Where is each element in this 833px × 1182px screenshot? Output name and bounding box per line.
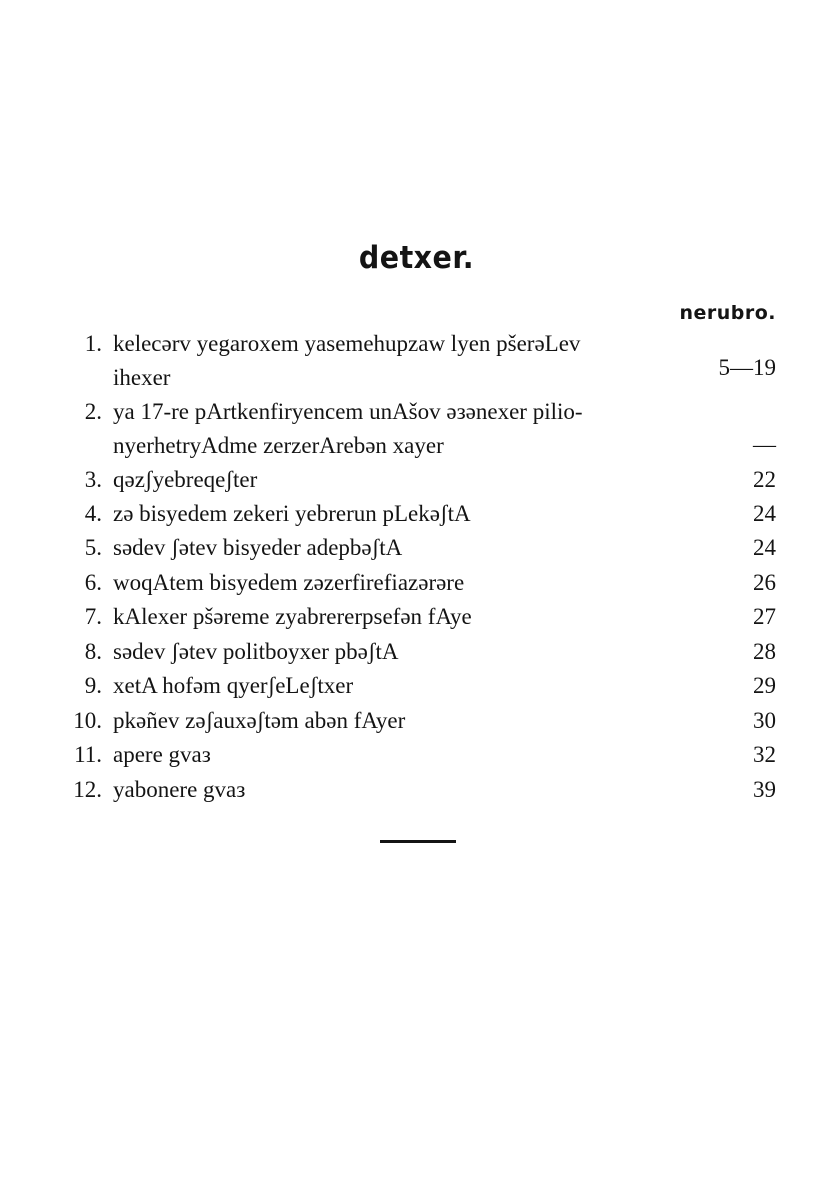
toc-item-number: 6.	[84, 570, 102, 595]
toc-item	[0, 327, 833, 395]
toc-item	[0, 497, 833, 531]
toc-item-page: 24	[753, 501, 776, 526]
end-divider-rule	[380, 840, 456, 843]
toc-item-page: 29	[753, 673, 776, 698]
toc-item	[0, 738, 833, 773]
toc-item-page: —	[753, 432, 776, 457]
toc-item-title: qəzʃyebreqeʃter	[113, 467, 258, 492]
toc-item-number: 10.	[73, 708, 102, 733]
toc-item	[0, 566, 833, 600]
toc-item	[0, 463, 833, 497]
toc-item-title: sədev ʃətev politboyxer pbəʃtA	[113, 639, 399, 664]
toc-item-title: pkəñev zəʃauxəʃtəm abən fAyer	[113, 708, 406, 733]
toc-item-number: 12.	[73, 777, 102, 802]
toc-item-title: yabonere gvaз	[113, 777, 246, 802]
toc-item-page: 24	[753, 535, 776, 560]
page-title: detxer.	[358, 240, 475, 276]
toc-item-title: xetA hofəm qyerʃeLeʃtxer	[113, 673, 354, 698]
toc-item-number: 1.	[84, 331, 102, 356]
toc-item-number: 9.	[84, 673, 102, 698]
toc-item-title: kelecərv yegaroxem yasemehupzaw lyen pšerəLev ihexer	[113, 331, 581, 390]
toc-item	[0, 773, 833, 808]
toc-item-page: 30	[753, 708, 776, 733]
toc-item-title: kAlexer pšəreme zyabrererpsefən fAye	[113, 604, 472, 629]
pages-column-header: nerubro.	[679, 302, 776, 324]
toc-item-title: zə bisyedem zekeri yebrerun pLekəʃtA	[113, 501, 471, 526]
toc-item-page: 22	[753, 467, 776, 492]
toc-item-number: 2.	[84, 399, 102, 424]
toc-item-title: woqAtem bisyedem zəzerfirefiazərəre	[113, 570, 465, 595]
toc-item-page: 5—19	[718, 355, 776, 380]
toc-item-page: 28	[753, 639, 776, 664]
toc-item-page: 32	[753, 742, 776, 767]
toc-item-number: 11.	[74, 742, 102, 767]
table-of-contents	[0, 327, 833, 808]
toc-item	[0, 704, 833, 738]
toc-item	[0, 531, 833, 566]
toc-item	[0, 395, 833, 463]
toc-item	[0, 669, 833, 704]
toc-item-number: 7.	[84, 604, 102, 629]
toc-item-page: 26	[753, 570, 776, 595]
toc-item-page: 39	[753, 777, 776, 802]
toc-item-title: sədev ʃətev bisyeder adepbəʃtA	[113, 535, 403, 560]
toc-item-number: 5.	[84, 535, 102, 560]
toc-item	[0, 600, 833, 635]
toc-item-title: apere gvaз	[113, 742, 211, 767]
toc-item-page: 27	[753, 604, 776, 629]
toc-item-title: ya 17-re pArtkenfiryencem unAšov əзənexer pilio- nyerhetryAdme zerzerArebən xayer	[113, 399, 583, 458]
toc-item-number: 3.	[84, 467, 102, 492]
toc-item-number: 8.	[84, 639, 102, 664]
toc-item	[0, 635, 833, 669]
toc-item-number: 4.	[84, 501, 102, 526]
